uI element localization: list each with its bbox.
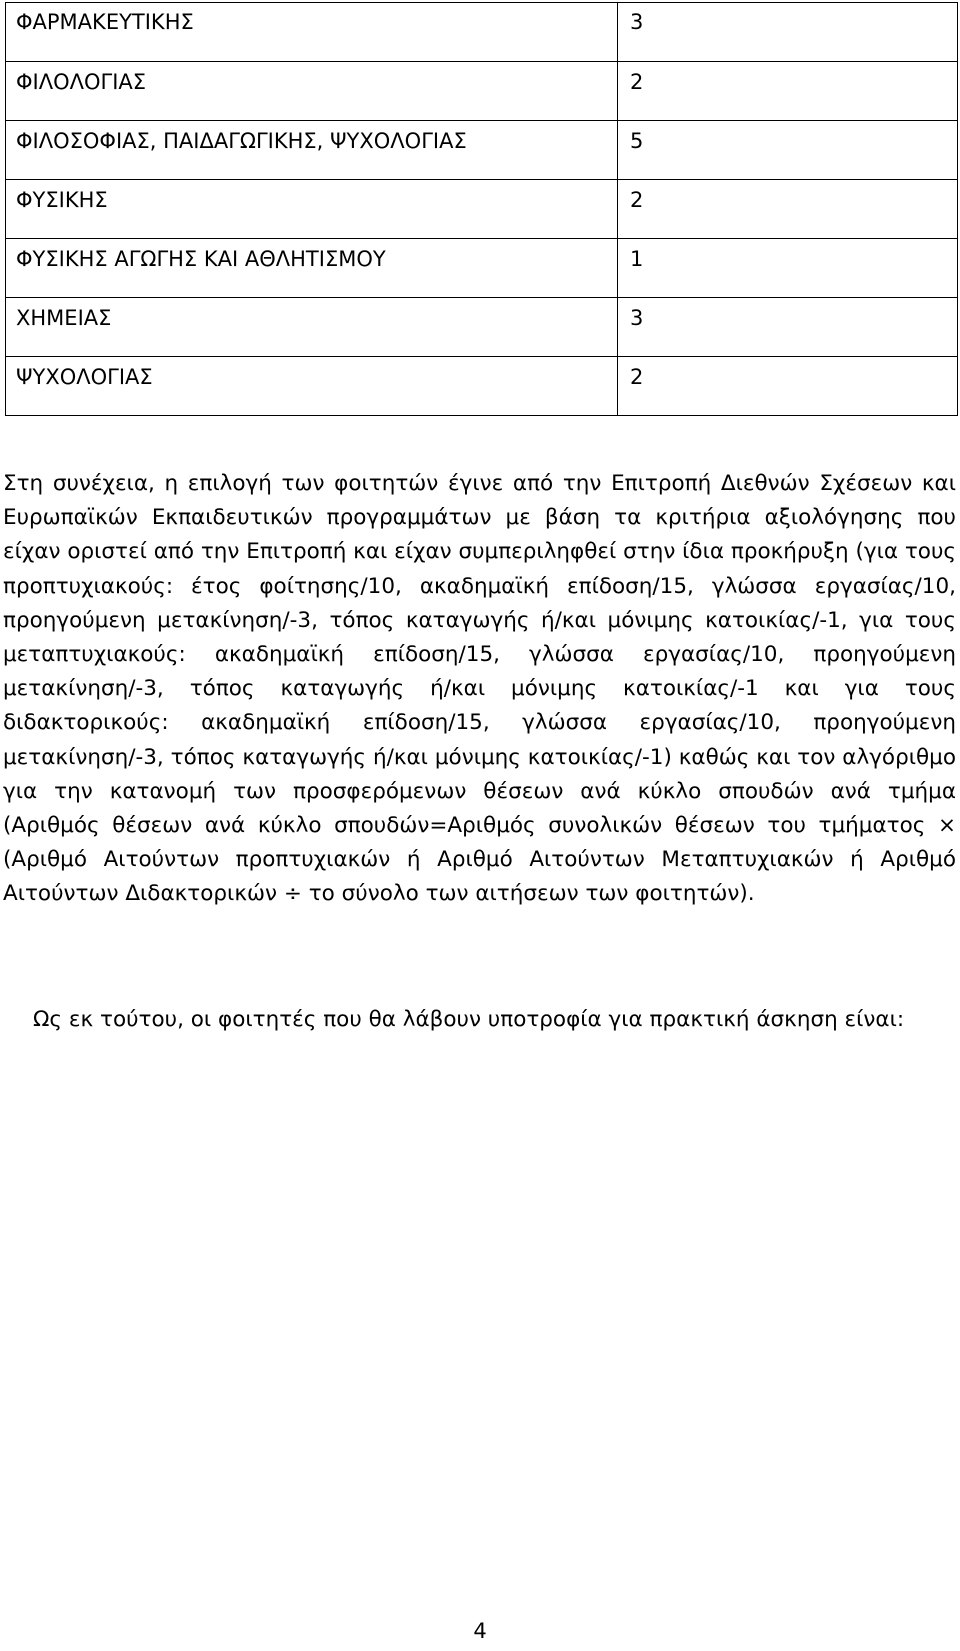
department-name: ΨΥΧΟΛΟΓΙΑΣ bbox=[6, 357, 618, 416]
conclusion-paragraph: Ως εκ τούτου, οι φοιτητές που θα λάβουν υποτροφία για πρακτική άσκηση είναι: bbox=[33, 1007, 905, 1032]
department-count: 3 bbox=[618, 3, 958, 62]
page-number: 4 bbox=[473, 1619, 487, 1643]
table-row bbox=[6, 180, 958, 239]
department-name: ΦΥΣΙΚΗΣ bbox=[6, 180, 618, 239]
department-count: 2 bbox=[618, 62, 958, 121]
department-name: ΦΙΛΟΛΟΓΙΑΣ bbox=[6, 62, 618, 121]
selection-criteria-paragraph: Στη συνέχεια, η επιλογή των φοιτητών έγινε από την Επιτροπή Διεθνών Σχέσεων και Ευρωπαϊκών Εκπαιδευτικών προγραμμάτων με βάση τα κριτήρια αξιολόγησης που είχαν οριστεί από την Επιτροπή και είχαν συμπεριληφθεί στην ίδια προκήρυξη (για τους προπτυχιακούς: έτος φοίτησης/10, ακαδημαϊκή επίδοση/15, γλώσσα εργασίας/10, προηγούμενη μετακίνηση/-3, τόπος καταγωγής ή/και μόνιμης κατοικίας/-1, για τους μεταπτυχιακούς: ακαδημαϊκή επίδοση/15, γλώσσα εργασίας/10, προηγούμενη μετακίνηση/-3, τόπος καταγωγής ή/και μόνιμης κατοικίας/-1 και για τους διδακτορικούς: ακαδημαϊκή επίδοση/15, γλώσσα εργασίας/10, προηγούμενη μετακίνηση/-3, τόπος καταγωγής ή/και μόνιμης κατοικίας/-1) καθώς και τον αλγόριθμο για την κατανομή των προσφερόμενων θέσεων ανά κύκλο σπουδών ανά τμήμα (Αριθμός θέσεων ανά κύκλο σπουδών=Αριθμός συνολικών θέσεων του τμήματος × (Αριθμό Αιτούντων προπτυχιακών ή Αριθμό Αιτούντων Μεταπτυχιακών ή Αριθμό Αιτούντων Διδακτορικών ÷ το σύνολο των αιτήσεων των φοιτητών). bbox=[3, 471, 957, 907]
departments-table bbox=[5, 2, 958, 416]
table-row bbox=[6, 121, 958, 180]
department-count: 3 bbox=[618, 298, 958, 357]
department-name: ΦΙΛΟΣΟΦΙΑΣ, ΠΑΙΔΑΓΩΓΙΚΗΣ, ΨΥΧΟΛΟΓΙΑΣ bbox=[6, 121, 618, 180]
department-count: 2 bbox=[618, 357, 958, 416]
department-name: ΦΥΣΙΚΗΣ ΑΓΩΓΗΣ ΚΑΙ ΑΘΛΗΤΙΣΜΟΥ bbox=[6, 239, 618, 298]
table-row bbox=[6, 298, 958, 357]
department-count: 1 bbox=[618, 239, 958, 298]
table-row bbox=[6, 3, 958, 62]
department-name: ΦΑΡΜΑΚΕΥΤΙΚΗΣ bbox=[6, 3, 618, 62]
table-row bbox=[6, 62, 958, 121]
department-count: 5 bbox=[618, 121, 958, 180]
table-row bbox=[6, 239, 958, 298]
table-row bbox=[6, 357, 958, 416]
department-name: ΧΗΜΕΙΑΣ bbox=[6, 298, 618, 357]
department-count: 2 bbox=[618, 180, 958, 239]
